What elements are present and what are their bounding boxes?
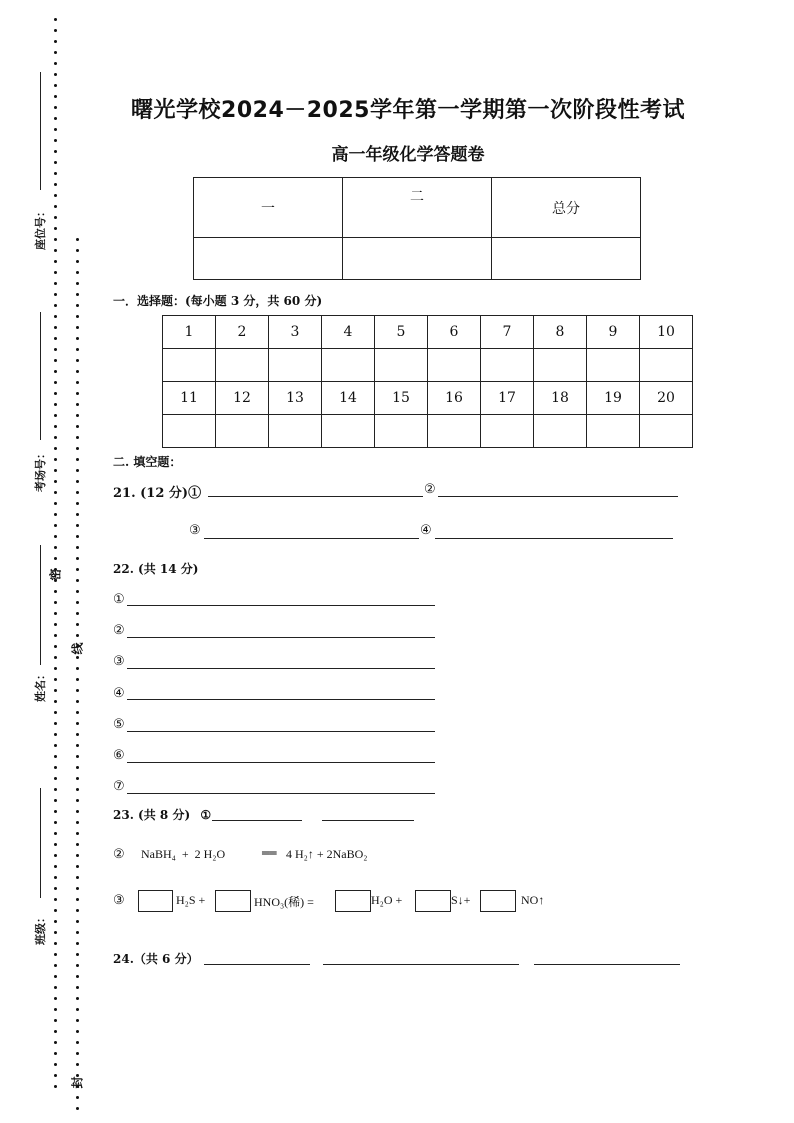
border-dot	[76, 315, 79, 318]
border-dot	[76, 931, 79, 934]
border-dot	[76, 656, 79, 659]
q22-mark: ⑥	[113, 748, 125, 763]
border-dot	[54, 480, 57, 483]
border-dot	[54, 370, 57, 373]
border-dot	[76, 458, 79, 461]
border-dot	[76, 975, 79, 978]
border-dot	[54, 535, 57, 538]
answer-cell[interactable]	[481, 349, 534, 382]
q24-label: 24.（共 6 分）	[113, 952, 199, 966]
answer-number: 16	[428, 382, 481, 415]
border-dot	[76, 348, 79, 351]
border-dot	[76, 623, 79, 626]
q24-answer-line-2[interactable]	[323, 964, 519, 965]
left-dotted-border-outer	[54, 18, 60, 1088]
border-dot	[54, 964, 57, 967]
border-dot	[54, 1008, 57, 1011]
q22-answer-line[interactable]	[127, 793, 435, 794]
border-dot	[54, 557, 57, 560]
border-dot	[54, 953, 57, 956]
answer-cell[interactable]	[163, 349, 216, 382]
border-dot	[54, 1030, 57, 1033]
answer-cell[interactable]	[534, 349, 587, 382]
score-table	[193, 177, 641, 280]
border-dot	[76, 1008, 79, 1011]
answer-number: 15	[375, 382, 428, 415]
border-dot	[76, 392, 79, 395]
border-dot	[54, 326, 57, 329]
section1-heading: 一．选择题：(每小题 3 分，共 60 分)	[113, 294, 323, 308]
border-dot	[76, 238, 79, 241]
border-dot	[54, 62, 57, 65]
border-dot	[54, 238, 57, 241]
answer-cell[interactable]	[216, 415, 269, 448]
border-dot	[76, 997, 79, 1000]
border-dot	[76, 1030, 79, 1033]
q23-label-text: 23. (共 8 分)	[113, 808, 191, 822]
answer-cell[interactable]	[216, 349, 269, 382]
border-dot	[76, 414, 79, 417]
border-dot	[76, 271, 79, 274]
border-dot	[54, 348, 57, 351]
border-dot	[54, 942, 57, 945]
border-dot	[54, 282, 57, 285]
answer-cell[interactable]	[163, 415, 216, 448]
border-dot	[54, 183, 57, 186]
border-dot	[54, 777, 57, 780]
border-dot	[54, 447, 57, 450]
answer-cell[interactable]	[640, 349, 693, 382]
border-dot	[76, 799, 79, 802]
q21-answer-line-3[interactable]	[204, 538, 419, 539]
border-dot	[54, 832, 57, 835]
answer-cell[interactable]	[587, 349, 640, 382]
border-dot	[76, 1096, 79, 1099]
border-dot	[54, 29, 57, 32]
answer-number: 1	[163, 316, 216, 349]
border-dot	[76, 854, 79, 857]
border-dot	[54, 623, 57, 626]
border-dot	[76, 260, 79, 263]
q23-label	[113, 806, 211, 823]
border-dot	[54, 172, 57, 175]
coefficient-box-no[interactable]	[480, 890, 516, 912]
q22-mark: ⑦	[113, 779, 125, 794]
border-dot	[76, 788, 79, 791]
border-dot	[76, 546, 79, 549]
border-dot	[54, 700, 57, 703]
seat-line	[40, 72, 41, 190]
q22-mark: ②	[113, 623, 125, 638]
q23-eq2-arrow: ══	[262, 846, 277, 860]
border-dot	[54, 766, 57, 769]
q21-answer-line-2[interactable]	[438, 496, 678, 497]
answer-cell[interactable]	[428, 349, 481, 382]
border-dot	[54, 271, 57, 274]
answer-grid	[162, 315, 693, 448]
border-dot	[76, 381, 79, 384]
score-header-total: 总分	[492, 178, 641, 238]
border-dot	[54, 590, 57, 593]
seat-label: 座位号：	[34, 206, 47, 250]
q23-eq3-hno3: HNO₃(稀) =	[254, 895, 314, 909]
border-dot	[54, 502, 57, 505]
border-dot	[54, 865, 57, 868]
border-dot	[54, 733, 57, 736]
q23-mark-2: ②	[113, 847, 125, 862]
border-dot	[54, 84, 57, 87]
q23-eq3-no: NO↑	[521, 893, 545, 907]
score-cell-2[interactable]	[343, 238, 492, 280]
answer-number: 13	[269, 382, 322, 415]
border-dot	[54, 337, 57, 340]
border-dot	[54, 51, 57, 54]
border-dot	[54, 513, 57, 516]
border-dot	[54, 205, 57, 208]
border-dot	[76, 920, 79, 923]
name-line	[40, 545, 41, 665]
answer-cell[interactable]	[322, 415, 375, 448]
border-dot	[76, 810, 79, 813]
score-header-2: 二	[343, 178, 492, 238]
q22-mark: ①	[113, 592, 125, 607]
q23-eq3-h2s: H₂S +	[176, 893, 206, 907]
score-cell-1[interactable]	[194, 238, 343, 280]
border-dot	[54, 645, 57, 648]
answer-number: 9	[587, 316, 640, 349]
border-dot	[76, 480, 79, 483]
border-dot	[76, 447, 79, 450]
q22-answer-line[interactable]	[127, 668, 435, 669]
border-dot	[76, 337, 79, 340]
border-dot	[54, 876, 57, 879]
border-dot	[76, 964, 79, 967]
border-dot	[76, 535, 79, 538]
border-dot	[76, 249, 79, 252]
seal-char-mi: 密	[48, 568, 63, 581]
border-dot	[76, 612, 79, 615]
border-dot	[76, 590, 79, 593]
answer-number: 20	[640, 382, 693, 415]
q21-answer-line-1[interactable]	[208, 496, 423, 497]
page-subtitle: 高一年级化学答题卷	[331, 145, 485, 165]
q22-answer-line[interactable]	[127, 762, 435, 763]
border-dot	[54, 854, 57, 857]
border-dot	[54, 810, 57, 813]
score-header-1: 一	[194, 178, 343, 238]
q22-answer-line[interactable]	[127, 605, 435, 606]
q22-mark: ④	[113, 686, 125, 701]
border-dot	[54, 293, 57, 296]
border-dot	[76, 1052, 79, 1055]
answer-number: 19	[587, 382, 640, 415]
border-dot	[54, 227, 57, 230]
answer-cell[interactable]	[375, 415, 428, 448]
border-dot	[54, 656, 57, 659]
border-dot	[54, 458, 57, 461]
border-dot	[76, 986, 79, 989]
border-dot	[76, 953, 79, 956]
border-dot	[76, 601, 79, 604]
class-label: 班级：	[34, 912, 47, 945]
q23-eq2-rhs: 4 H₂↑ + 2NaBO₂	[286, 847, 368, 861]
border-dot	[54, 436, 57, 439]
answer-number: 18	[534, 382, 587, 415]
border-dot	[54, 788, 57, 791]
border-dot	[76, 865, 79, 868]
seal-char-xian: 线	[70, 642, 85, 655]
border-dot	[76, 909, 79, 912]
coefficient-box-s[interactable]	[415, 890, 451, 912]
border-dot	[76, 436, 79, 439]
answer-cell[interactable]	[534, 415, 587, 448]
room-label: 考场号：	[34, 448, 47, 492]
border-dot	[76, 821, 79, 824]
name-label: 姓名：	[34, 669, 47, 702]
border-dot	[76, 293, 79, 296]
answer-cell[interactable]	[587, 415, 640, 448]
border-dot	[54, 931, 57, 934]
answer-cell[interactable]	[269, 349, 322, 382]
border-dot	[76, 1063, 79, 1066]
answer-number: 6	[428, 316, 481, 349]
border-dot	[54, 689, 57, 692]
border-dot	[54, 40, 57, 43]
answer-cell[interactable]	[375, 349, 428, 382]
border-dot	[76, 898, 79, 901]
q23-eq2-lhs: NaBH₄ + 2 H₂O	[141, 847, 226, 861]
border-dot	[54, 128, 57, 131]
border-dot	[54, 1085, 57, 1088]
answer-number: 4	[322, 316, 375, 349]
border-dot	[54, 887, 57, 890]
border-dot	[54, 260, 57, 263]
q23-answer-line-2[interactable]	[322, 820, 414, 821]
border-dot	[54, 1052, 57, 1055]
answer-cell[interactable]	[322, 349, 375, 382]
q21-label	[113, 482, 201, 501]
border-dot	[54, 722, 57, 725]
q24-answer-line-3[interactable]	[534, 964, 680, 965]
border-dot	[54, 601, 57, 604]
q23-eq3-h2o: H₂O +	[371, 893, 403, 907]
q21-label-text: 21. (12 分)	[113, 486, 189, 501]
q23-answer-line-1[interactable]	[212, 820, 302, 821]
q21-answer-line-4[interactable]	[435, 538, 673, 539]
border-dot	[54, 304, 57, 307]
border-dot	[76, 667, 79, 670]
border-dot	[76, 1041, 79, 1044]
border-dot	[76, 766, 79, 769]
border-dot	[54, 359, 57, 362]
border-dot	[54, 392, 57, 395]
answer-number: 3	[269, 316, 322, 349]
border-dot	[76, 711, 79, 714]
answer-number: 5	[375, 316, 428, 349]
answer-number: 2	[216, 316, 269, 349]
border-dot	[76, 887, 79, 890]
border-dot	[76, 502, 79, 505]
border-dot	[54, 755, 57, 758]
q21-mark-1: ①	[188, 486, 202, 501]
border-dot	[76, 1107, 79, 1110]
answer-number: 17	[481, 382, 534, 415]
answer-number: 7	[481, 316, 534, 349]
answer-number: 12	[216, 382, 269, 415]
border-dot	[54, 799, 57, 802]
border-dot	[54, 1074, 57, 1077]
border-dot	[54, 1041, 57, 1044]
border-dot	[76, 843, 79, 846]
border-dot	[54, 73, 57, 76]
answer-number: 14	[322, 382, 375, 415]
border-dot	[54, 711, 57, 714]
q23-eq3-s: S↓+	[451, 893, 471, 907]
border-dot	[54, 403, 57, 406]
q21-mark-4: ④	[420, 523, 432, 538]
border-dot	[76, 678, 79, 681]
score-cell-total[interactable]	[492, 238, 641, 280]
border-dot	[76, 326, 79, 329]
border-dot	[76, 579, 79, 582]
border-dot	[76, 1019, 79, 1022]
q22-mark: ⑤	[113, 717, 125, 732]
border-dot	[76, 557, 79, 560]
border-dot	[54, 491, 57, 494]
border-dot	[76, 689, 79, 692]
q24-answer-line-1[interactable]	[204, 964, 310, 965]
border-dot	[76, 634, 79, 637]
coefficient-box-hno3[interactable]	[215, 890, 251, 912]
border-dot	[54, 986, 57, 989]
border-dot	[76, 513, 79, 516]
border-dot	[54, 678, 57, 681]
room-line	[40, 312, 41, 440]
page-title: 曙光学校2024－2025学年第一学期第一次阶段性考试	[131, 98, 685, 123]
border-dot	[76, 733, 79, 736]
border-dot	[54, 216, 57, 219]
border-dot	[76, 282, 79, 285]
border-dot	[76, 568, 79, 571]
border-dot	[54, 18, 57, 21]
border-dot	[76, 359, 79, 362]
border-dot	[54, 975, 57, 978]
border-dot	[76, 744, 79, 747]
border-dot	[54, 315, 57, 318]
class-line	[40, 788, 41, 898]
q23-mark-1: ①	[200, 808, 212, 822]
border-dot	[54, 634, 57, 637]
answer-number: 8	[534, 316, 587, 349]
border-dot	[76, 469, 79, 472]
border-dot	[76, 876, 79, 879]
border-dot	[76, 403, 79, 406]
border-dot	[54, 997, 57, 1000]
left-dotted-border-inner	[76, 238, 82, 1118]
border-dot	[76, 370, 79, 373]
border-dot	[54, 414, 57, 417]
border-dot	[54, 821, 57, 824]
border-dot	[54, 744, 57, 747]
border-dot	[54, 898, 57, 901]
q23-mark-3: ③	[113, 893, 125, 908]
coefficient-box-h2o[interactable]	[335, 890, 371, 912]
answer-cell[interactable]	[640, 415, 693, 448]
border-dot	[54, 546, 57, 549]
border-dot	[76, 524, 79, 527]
q22-answer-line[interactable]	[127, 699, 435, 700]
answer-number: 10	[640, 316, 693, 349]
q22-answer-line[interactable]	[127, 637, 435, 638]
border-dot	[54, 843, 57, 846]
border-dot	[54, 425, 57, 428]
border-dot	[76, 777, 79, 780]
border-dot	[54, 194, 57, 197]
border-dot	[54, 920, 57, 923]
border-dot	[76, 304, 79, 307]
border-dot	[76, 832, 79, 835]
q22-answer-line[interactable]	[127, 731, 435, 732]
q21-mark-3: ③	[189, 523, 201, 538]
border-dot	[76, 722, 79, 725]
q22-mark: ③	[113, 654, 125, 669]
border-dot	[76, 942, 79, 945]
answer-cell[interactable]	[481, 415, 534, 448]
border-dot	[54, 1019, 57, 1022]
border-dot	[54, 249, 57, 252]
border-dot	[76, 700, 79, 703]
border-dot	[54, 909, 57, 912]
border-dot	[54, 612, 57, 615]
q22-label: 22. (共 14 分)	[113, 562, 199, 576]
coefficient-box-h2s[interactable]	[138, 890, 173, 912]
answer-cell[interactable]	[428, 415, 481, 448]
answer-cell[interactable]	[269, 415, 322, 448]
answer-number: 11	[163, 382, 216, 415]
border-dot	[76, 425, 79, 428]
section2-heading: 二. 填空题：	[113, 455, 182, 469]
seal-char-feng: 封	[70, 1076, 85, 1089]
q21-mark-2: ②	[424, 482, 436, 497]
border-dot	[54, 469, 57, 472]
border-dot	[76, 491, 79, 494]
border-dot	[54, 1063, 57, 1066]
border-dot	[54, 667, 57, 670]
border-dot	[54, 381, 57, 384]
border-dot	[54, 524, 57, 527]
border-dot	[76, 755, 79, 758]
